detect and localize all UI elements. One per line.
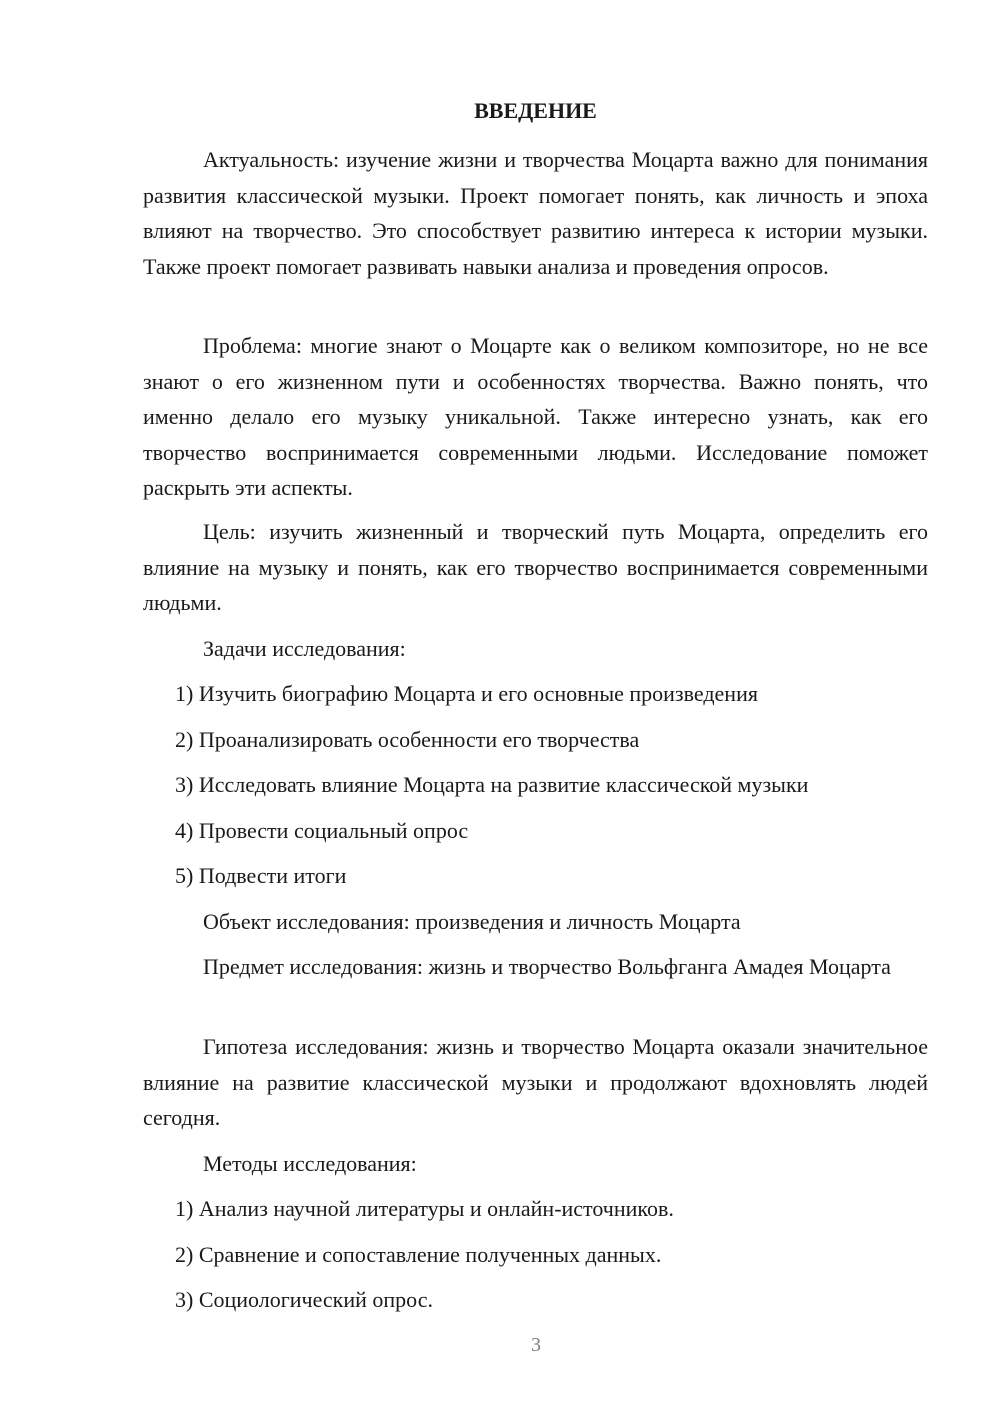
- task-item-3: 3) Исследовать влияние Моцарта на развитие классической музыки: [175, 772, 809, 797]
- task-item-1: 1) Изучить биографию Моцарта и его основные произведения: [175, 681, 758, 706]
- task-item-2: 2) Проанализировать особенности его творчества: [175, 727, 640, 752]
- methods-heading: Методы исследования:: [203, 1151, 417, 1176]
- object-line: Объект исследования: произведения и личность Моцарта: [203, 909, 741, 934]
- page-title: ВВЕДЕНИЕ: [474, 98, 597, 123]
- method-item-1: 1) Анализ научной литературы и онлайн-источников.: [175, 1196, 674, 1221]
- task-item-4: 4) Провести социальный опрос: [175, 818, 469, 843]
- method-item-3: 3) Социологический опрос.: [175, 1287, 433, 1312]
- page-number: 3: [531, 1334, 541, 1356]
- task-item-5: 5) Подвести итоги: [175, 863, 347, 888]
- tasks-heading: Задачи исследования:: [203, 636, 406, 661]
- subject-paragraph: Предмет исследования: жизнь и творчество Вольфганга Амадея Моцарта: [203, 954, 891, 979]
- relevance-paragraph: Актуальность: изучение жизни и творчества Моцарта важно для понимания развития классической музыки. Проект помогает понять, как личность и эпоха влияют на творчество. Это способствует развитию интереса к истории музыки. Также проект помогает развивать навыки анализа и проведения опросов.: [143, 147, 928, 279]
- problem-paragraph: Проблема: многие знают о Моцарте как о великом композиторе, но не все знают о его жизненном пути и особенностях творчества. Важно понять, что именно делало его музыку уникальной. Также интересно узнать, как его творчество воспринимается современными людьми. Исследование поможет раскрыть эти аспекты.: [143, 333, 928, 500]
- method-item-2: 2) Сравнение и сопоставление полученных данных.: [175, 1242, 662, 1267]
- goal-paragraph: Цель: изучить жизненный и творческий путь Моцарта, определить его влияние на музыку и понять, как его творчество воспринимается современными людьми.: [143, 519, 928, 615]
- hypothesis-paragraph: Гипотеза исследования: жизнь и творчество Моцарта оказали значительное влияние на развитие классической музыки и продолжают вдохновлять людей сегодня.: [143, 1034, 928, 1130]
